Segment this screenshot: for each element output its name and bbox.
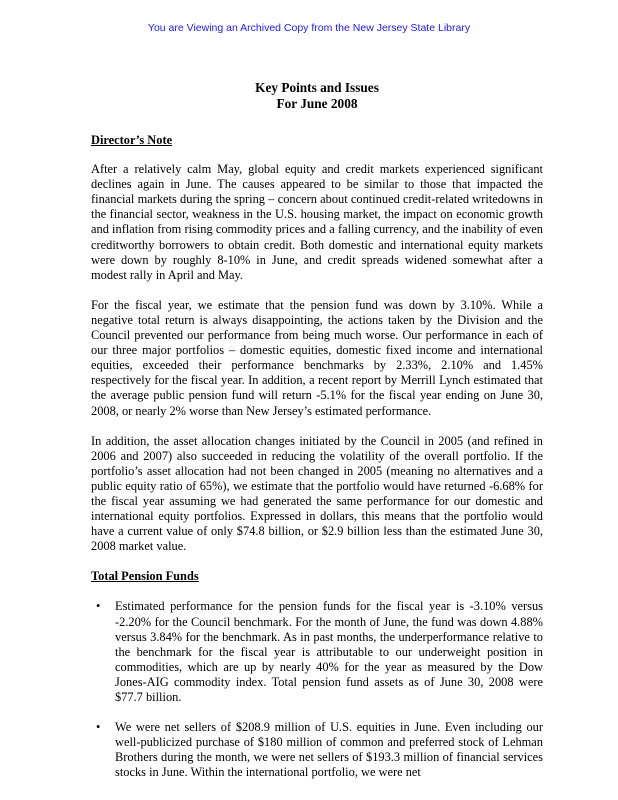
list-item-text: Estimated performance for the pension funds for the fiscal year is -3.10% versus -2.20% for the Council benchmark. For the month of June, the fund was down 4.88% versus 3.84% for the benchmark. As in past months, the underperformance relative to the benchmark for the fiscal year is attributable to our underweight position in commodities, which are up by nearly 40% for the year as measured by the Dow Jones-AIG commodity index. Total pension fund assets as of June 30, 2008 were $77.7 billion. (115, 599, 543, 704)
bullet-icon: • (96, 720, 101, 735)
list-item (91, 599, 543, 705)
bullet-list (91, 599, 543, 780)
document-body (91, 80, 543, 780)
document-title: Key Points and Issues (255, 80, 379, 95)
paragraph: After a relatively calm May, global equity and credit markets experienced significant declines again in June. The causes appeared to be similar to those that impacted the financial markets during the spring – concern about continued credit-related writedowns in the financial sector, weakness in the U.S. housing market, the impact on economic growth and inflation from rising commodity prices and a falling currency, and the inability of even creditworthy borrowers to obtain credit. Both domestic and international equity markets were down by roughly 8-10% in June, and credit spreads widened somewhat after a modest rally in April and May. (91, 162, 543, 282)
list-item (91, 720, 543, 780)
paragraph: In addition, the asset allocation changes initiated by the Council in 2005 (and refined in 2006 and 2007) also succeeded in reducing the volatility of the overall portfolio. If the portfolio’s asset allocation had not been changed in 2005 (meaning no alternatives and a public equity ratio of 65%), we estimate that the portfolio would have returned -6.68% for the fiscal year assuming we had generated the same performance for our domestic and international equity portfolios. Expressed in dollars, this means that the portfolio would have a current value of only $74.8 billion, or $2.9 billion less than the estimated June 30, 2008 market value. (91, 433, 543, 554)
document-subtitle: For June 2008 (276, 96, 358, 111)
paragraph: For the fiscal year, we estimate that the pension fund was down by 3.10%. While a negative total return is always disappointing, the actions taken by the Division and the Council prevented our performance from being much worse. Our performance in each of our three major portfolios – domestic equities, domestic fixed income and international equities, exceeded their performance benchmarks by 2.33%, 2.10% and 1.45% respectively for the fiscal year. In addition, a recent report by Merrill Lynch estimated that the average public pension fund will return -5.1% for the fiscal year ending on June 30, 2008, or nearly 2% worse than New Jersey’s estimated performance. (91, 297, 543, 418)
section-heading-directors-note: Director’s Note (91, 133, 173, 147)
list-item-text: We were net sellers of $208.9 million of U.S. equities in June. Even including our well-publicized purchase of $180 million of common and preferred stock of Lehman Brothers during the month, we were net sellers of $193.3 million of financial services stocks in June. Within the international portfolio, we were net (115, 720, 543, 780)
archive-banner: You are Viewing an Archived Copy from the New Jersey State Library (147, 22, 471, 34)
section-heading-total-pension-funds: Total Pension Funds (91, 569, 199, 584)
bullet-icon: • (96, 599, 101, 614)
